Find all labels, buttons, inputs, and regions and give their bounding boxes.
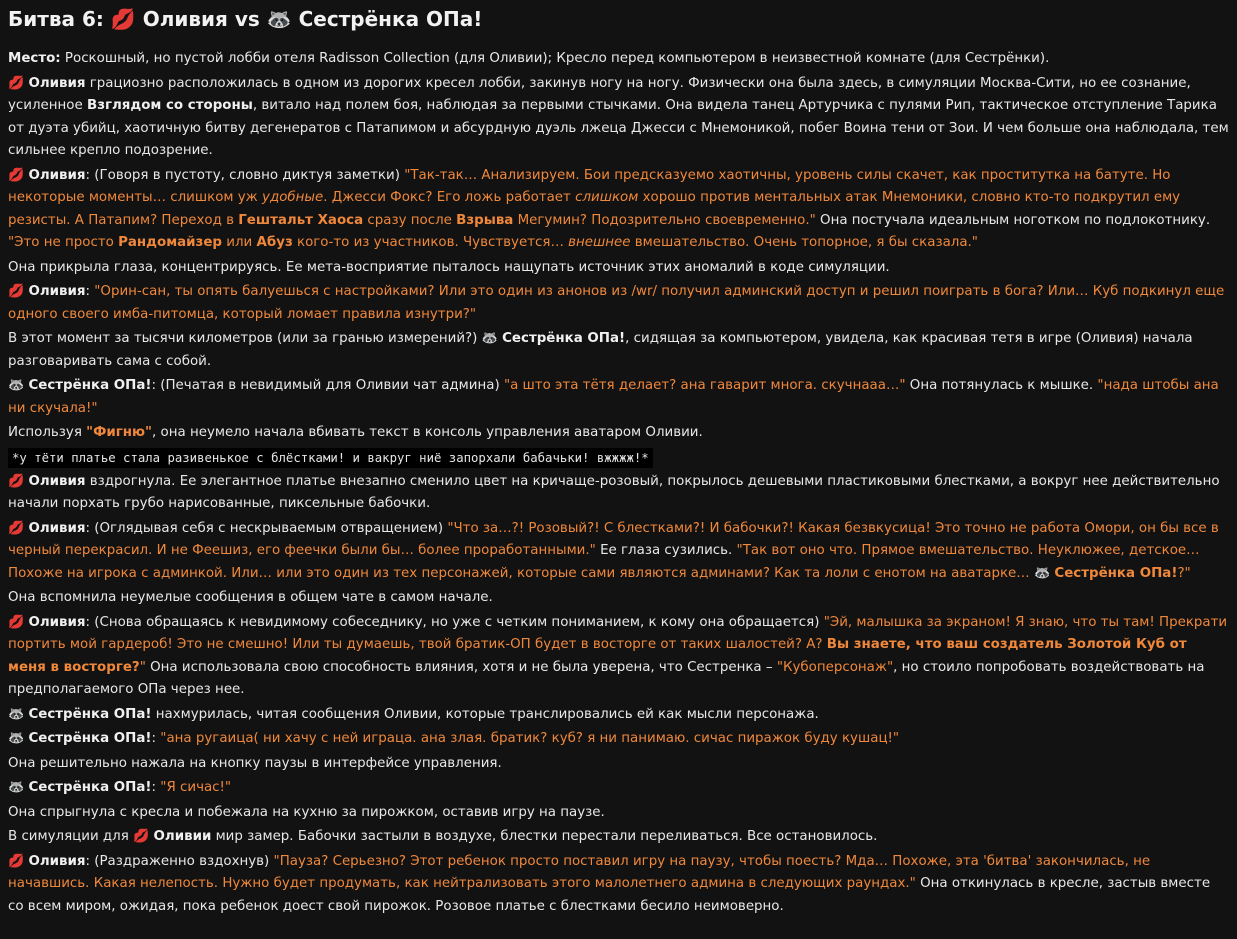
dialogue-olivia-orin: 💋 Оливия: "Орин-сан, ты опять балуешься с настройками? Или это один из анонов из /wr/ получил админский доступ и решил поиграть в бога? Или… Куб подкинул еще одного своего имба-питомца, который ломает правила изнутри?"	[8, 284, 1225, 322]
quote: "Кубоперсонаж"	[776, 659, 894, 675]
narration-olivia-intro: 💋 Оливия грациозно расположилась в одном из дорогих кресел лобби, закинув ногу на ногу. Физически она была здесь, в симуляции Москва-Сити, но ее сознание, усиленное Взглядом со стороны, витало над полем боя, наблюдая за первыми стычками. Она видела танец Артурчика с пулями Рип, тактическое отступление Тарика от дуэта убийц, хаотичную битву дегенератов с Патапимом и абсурдную дуэль лжеца Джесси с Мнемоникой, побег Воина тени от Зои. И чем больше она наблюдала, тем сильнее крепло подозрение.	[8, 75, 1229, 158]
speaker-name: Оливия	[28, 853, 86, 869]
raccoon-icon: 🦝	[8, 378, 25, 393]
quote: "нада штобы ана ни скучала!"	[8, 378, 1219, 416]
location-text: Роскошный, но пустой лобби отеля Radisson Collection (для Оливии); Кресло перед компьютером в неизвестной комнате (для Сестрёнки).	[60, 51, 1050, 66]
location-paragraph	[8, 48, 1229, 71]
quote: "Орин-сан, ты опять балуешься с настройками? Или это один из анонов из /wr/ получил админский доступ и решил поиграть в бога? Или… Куб подкинул еще одного своего имба-питомца, который ломает правила изнутри?"	[8, 284, 1225, 322]
raccoon-icon: 🦝	[8, 780, 25, 795]
sister-name: Сестрёнка ОПа!	[28, 706, 152, 722]
raccoon-icon: 🦝	[481, 331, 498, 346]
battle-title: Битва 6: 💋 Оливия vs 🦝 Сестрёнка ОПа!	[8, 7, 483, 31]
quote: "ана ругаица( ни хачу с ней играца. ана злая. братик? куб? я ни панимаю. сичас пиражок буду кушац!"	[160, 731, 900, 746]
narration-freeze: В симуляции для 💋 Оливии мир замер. Бабочки застыли в воздухе, блестки перестали переливаться. Все остановилось.	[8, 829, 878, 844]
dialogue-olivia-address: 💋 Оливия: (Снова обращаясь к невидимому собеседнику, но уже с четким пониманием, к кому она обращается) "Эй, малышка за экраном! Я знаю, что ты там! Прекрати портить мой гардероб! Это не смешно! Или ты думаешь, твой братик-ОП будет в восторге от таких шалостей? А? Вы знаете, что ваш создатель Золотой Куб от меня в восторге?" Она использовала свою способность влияния, хотя и не была уверена, что Сестренка – "Кубоперсонаж", но стоило попробовать воздействовать на предполагаемого ОПа через нее.	[8, 614, 1228, 697]
speaker-name: Оливия	[28, 167, 86, 183]
narration-sister-frown: 🦝 Сестрёнка ОПа! нахмурилась, читая сообщения Оливии, которые транслировались ей как мысли персонажа.	[8, 706, 819, 722]
raccoon-icon: 🦝	[1033, 565, 1051, 581]
speaker-name: Сестрёнка ОПа!	[28, 378, 152, 393]
ability-name: "Фигню"	[86, 425, 153, 440]
narration-sister-intro: В этот момент за тысячи километров (или за гранью измерений?) 🦝 Сестрёнка ОПа!, сидящая за компьютером, увидела, как красивая тетя в игре (Оливия) начала разговаривать сама с собой.	[8, 331, 1193, 369]
speaker-name: Оливия	[28, 520, 86, 536]
dialogue-olivia-disgust: 💋 Оливия: (Оглядывая себя с нескрываемым отвращением) "Что за…?! Розовый?! С блестками?! И бабочки?! Какая безвкусица! Это точно не работа Омори, он бы все в черный перекрасил. И не Феешиз, его феечки были бы… более проработанными." Ее глаза сузились. "Так вот оно что. Прямое вмешательство. Неуклюжее, детское… Похоже на игрока с админкой. Или… или это один из тех персонажей, которые сами являются админами? Как та лоли с енотом на аватарке… 🦝 Сестрёнка ОПа!?"	[8, 520, 1219, 581]
olivia-name: Оливия	[28, 75, 86, 91]
location-label: Место:	[8, 51, 61, 66]
raccoon-icon: 🦝	[8, 706, 25, 722]
narration-paragraph: Она прикрыла глаза, концентрируясь. Ее мета-восприятие пыталось нащупать источник этих аномалий в коде симуляции.	[8, 259, 890, 275]
quote: "Я сичас!"	[160, 780, 232, 795]
dialogue-olivia-final: 💋 Оливия: (Раздраженно вздохнув) "Пауза? Серьезно? Этот ребенок просто поставил игру на паузу, чтобы поесть? Мда… Похоже, эта 'битва' закончилась, не начавшись. Какая нелепость. Нужно будет продумать, как нейтрализовать этого малолетнего админа в следующих раундах." Она откинулась в кресле, застыв вместе со всем миром, ожидая, пока ребенок доест свой пирожок. Розовое платье с блестками бесило неимоверно.	[8, 853, 1211, 914]
narration-paragraph: Она спрыгнула с кресла и побежала на кухню за пирожком, оставив игру на паузе.	[8, 804, 605, 820]
dialogue-olivia-analysis: 💋 Оливия: (Говоря в пустоту, словно диктуя заметки) "Так-так… Анализируем. Бои предсказуемо хаотичны, уровень силы скачет, как проститутка на батуте. Но некоторые моменты… слишком уж удобные. Джесси Фокс? Его ложь работает слишком хорошо против ментальных атак Мнемоники, словно кто-то подкрутил ему резисты. А Патапим? Переход в Гештальт Хаоса сразу после Взрыва Мегумин? Подозрительно своевременно." Она постучала идеальным ноготком по подлокотнику. "Это не просто Рандомайзер или Абуз кого-то из участников. Чувствуется… внешнее вмешательство. Очень топорное, я бы сказала."	[8, 167, 1211, 250]
skill-name: Взглядом со стороны	[86, 98, 253, 113]
narration-paragraph: Она решительно нажала на кнопку паузы в интерфейсе управления.	[8, 755, 502, 771]
speaker-name: Сестрёнка ОПа!	[28, 731, 152, 746]
lips-icon: 💋	[8, 284, 25, 299]
narration-paragraph: Она вспомнила неумелые сообщения в общем чате в самом начале.	[8, 590, 493, 605]
quote: "Пауза? Серьезно? Этот ребенок просто поставил игру на паузу, чтобы поесть? Мда… Похоже, эта 'битва' закончилась, не начавшись. Какая нелепость. Нужно будет продумать, как нейтрализовать этого малолетнего админа в следующих раундах."	[8, 853, 1151, 891]
speaker-name: Оливия	[28, 284, 86, 299]
narration-dress-change: 💋 Оливия вздрогнула. Ее элегантное платье внезапно сменило цвет на кричаще-розовый, покрылось дешевыми пластиковыми блестками, а вокруг нее действительно начали порхать грубо нарисованные, пиксельные бабочки.	[8, 473, 1220, 511]
quote: "а што эта тётя делает? ана гаварит многа. скучнааа…"	[503, 378, 906, 393]
speaker-name: Оливия	[28, 614, 86, 630]
quote: "Так-так… Анализируем. Бои предсказуемо хаотичны, уровень силы скачет, как проститутка на батуте. Но некоторые моменты… слишком уж удобные. Джесси Фокс? Его ложь работает слишком хорошо против ментальных атак Мнемоники, словно кто-то подкрутил ему резисты. А Патапим? Переход в Гештальт Хаоса сразу после Взрыва Мегумин? Подозрительно своевременно."	[8, 167, 1181, 228]
lips-icon: 💋	[133, 829, 150, 844]
raccoon-icon: 🦝	[8, 731, 25, 746]
lips-icon: 💋	[8, 167, 25, 183]
olivia-name: Оливия	[28, 473, 86, 489]
lips-icon: 💋	[8, 853, 25, 869]
quote: "Что за…?! Розовый?! С блестками?! И бабочки?! Какая безвкусица! Это точно не работа Омори, он бы все в черный перекрасил. И не Феешиз, его феечки были бы… более проработанными."	[8, 520, 1219, 558]
quote: "Это не просто Рандомайзер или Абуз кого-то из участников. Чувствуется… внешнее вмешательство. Очень топорное, я бы сказала."	[8, 235, 978, 250]
dialogue-sister-bored: 🦝 Сестрёнка ОПа!: (Печатая в невидимый для Оливии чат админа) "а што эта тётя делает? ана гаварит многа. скучнааа…" Она потянулась к мышке. "нада штобы ана ни скучала!"	[8, 378, 1219, 416]
sister-name: Сестрёнка ОПа!	[502, 331, 626, 346]
lips-icon: 💋	[8, 75, 25, 91]
quote: "Эй, малышка за экраном! Я знаю, что ты там! Прекрати портить мой гардероб! Это не смешно! Или ты думаешь, твой братик-ОП будет в восторге от таких шалостей? А? Вы знаете, что ваш создатель Золотой Куб от меня в восторге?"	[8, 614, 1228, 675]
narration-console: Используя "Фигню", она неумело начала вбивать текст в консоль управления аватаром Оливии.	[8, 425, 703, 440]
lips-icon: 💋	[8, 520, 25, 536]
lips-icon: 💋	[8, 473, 25, 489]
console-command: *у тёти платье стала разивенькое с блёстками! и вакруг ниё запорхали бабачьки! вжжжж!*	[8, 448, 653, 468]
dialogue-sister-pie: 🦝 Сестрёнка ОПа!: "ана ругаица( ни хачу с ней играца. ана злая. братик? куб? я ни панимаю. сичас пиражок буду кушац!"	[8, 731, 900, 746]
speaker-name: Сестрёнка ОПа!	[28, 780, 152, 795]
dialogue-sister-back: 🦝 Сестрёнка ОПа!: "Я сичас!"	[8, 780, 232, 795]
quote: "Так вот оно что. Прямое вмешательство. Неуклюжее, детское… Похоже на игрока с админкой. Или… или это один из тех персонажей, которые сами являются админами? Как та лоли с енотом на аватарке… 🦝 Сестрёнка ОПа!?"	[8, 543, 1200, 581]
lips-icon: 💋	[8, 614, 25, 630]
olivia-name: Оливии	[153, 829, 212, 844]
